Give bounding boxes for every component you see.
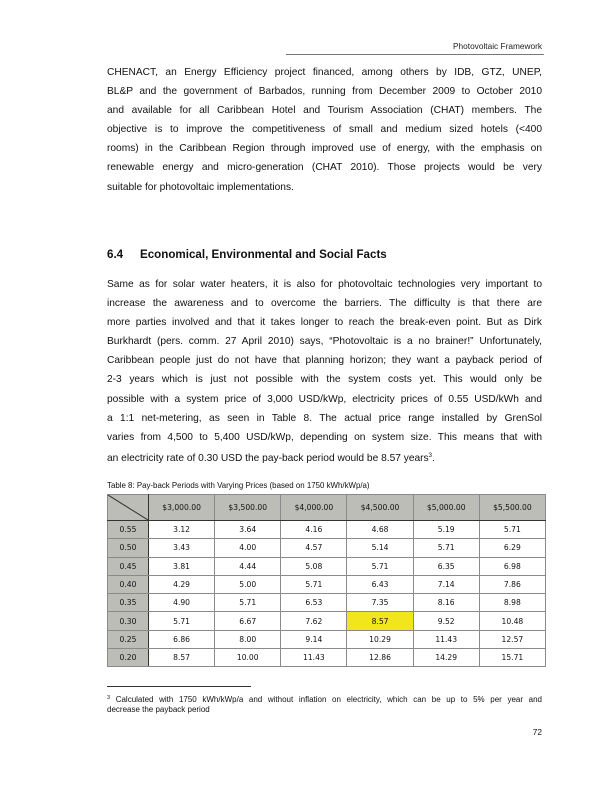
text-line: objective is to improve the competitiveness of small and medium sized hotels (<400 — [107, 124, 542, 136]
table-row — [108, 649, 546, 667]
text-line: Same as for solar water heaters, it is also for photovoltaic technologies very important to — [107, 279, 542, 290]
table-cell: 7.14 — [413, 575, 479, 593]
table-cell: 7.86 — [479, 575, 545, 593]
table-cell: 15.71 — [479, 649, 545, 667]
table-cell: 7.35 — [347, 594, 413, 612]
text-line: CHENACT, an Energy Efficiency project financed, among others by IDB, GTZ, UNEP, — [107, 67, 542, 78]
table-corner-cell — [108, 495, 149, 521]
row-header: 0.20 — [108, 649, 149, 667]
table-caption: Table 8: Pay-back Periods with Varying Prices (based on 1750 kWh/kWp/a) — [107, 481, 370, 490]
table-cell: 5.08 — [281, 557, 347, 575]
column-header: $3,000.00 — [149, 495, 215, 521]
table-cell: 6.35 — [413, 557, 479, 575]
section-title: Economical, Environmental and Social Facts — [140, 248, 387, 261]
footnote-text: Calculated with 1750 kWh/kWp/a and without inflation on electricity, which can be up to 5% per year and — [115, 695, 542, 704]
footnote-rule — [107, 686, 251, 687]
text-line: rooms) in the Caribbean Region through improved use of energy, with the emphasis on — [107, 143, 542, 155]
table-cell: 10.48 — [479, 612, 545, 630]
table-cell: 4.44 — [215, 557, 281, 575]
text-line: Burkhardt (pers. comm. 27 April 2010) says, “Photovoltaic is a no brainer!” Unfortunately, — [107, 336, 542, 348]
table-row — [108, 575, 546, 593]
table-cell: 8.57 — [149, 649, 215, 667]
footnote-line — [107, 693, 542, 705]
text-line: renewable energy and micro-generation (CHAT 2010). Those projects would be very — [107, 162, 542, 174]
table-row — [108, 630, 546, 648]
table-cell: 7.62 — [281, 612, 347, 630]
table-cell: 14.29 — [413, 649, 479, 667]
text-line: varies from 4,500 to 5,400 USD/kWp, depending on system size. This means that with — [107, 431, 542, 443]
row-header: 0.55 — [108, 521, 149, 539]
text-line: 2-3 years which is just not possible with the system costs yet. This would only be — [107, 374, 542, 386]
text-line: suitable for photovoltaic implementations. — [107, 181, 294, 193]
page-number: 72 — [532, 727, 542, 737]
table-cell: 5.71 — [149, 612, 215, 630]
footnote-reference[interactable]: 3 — [428, 452, 432, 459]
text-line: increase the awareness and to overcome the barriers. The difficulty is that there are — [107, 298, 542, 310]
footnote-marker: 3 — [107, 695, 111, 701]
table-cell: 6.98 — [479, 557, 545, 575]
body-paragraph — [107, 275, 542, 468]
column-header: $4,000.00 — [281, 495, 347, 521]
text-line-content: an electricity rate of 0.30 USD the pay-back period would be 8.57 years — [107, 452, 429, 464]
table-cell: 5.14 — [347, 539, 413, 557]
table-cell: 6.67 — [215, 612, 281, 630]
table-cell: 9.52 — [413, 612, 479, 630]
section-heading — [107, 248, 387, 261]
table-cell: 5.00 — [215, 575, 281, 593]
table-cell: 11.43 — [281, 649, 347, 667]
row-header: 0.25 — [108, 630, 149, 648]
table-row — [108, 594, 546, 612]
table-cell: 5.19 — [413, 521, 479, 539]
table-cell: 5.71 — [215, 594, 281, 612]
row-header: 0.30 — [108, 612, 149, 630]
payback-table — [107, 494, 546, 667]
table-cell: 6.53 — [281, 594, 347, 612]
table-cell: 8.16 — [413, 594, 479, 612]
table-cell: 4.68 — [347, 521, 413, 539]
column-header: $5,500.00 — [479, 495, 545, 521]
table-cell: 12.57 — [479, 630, 545, 648]
table-cell: 11.43 — [413, 630, 479, 648]
table-cell: 5.71 — [413, 539, 479, 557]
column-header: $4,500.00 — [347, 495, 413, 521]
table-cell: 8.98 — [479, 594, 545, 612]
section-number: 6.4 — [107, 248, 124, 261]
table-row — [108, 557, 546, 575]
table-cell: 4.29 — [149, 575, 215, 593]
text-line: a 1:1 net-metering, as seen in Table 8. The actual price range installed by GrenSol — [107, 412, 542, 424]
table-cell: 3.64 — [215, 521, 281, 539]
column-header: $3,500.00 — [215, 495, 281, 521]
row-header: 0.40 — [108, 575, 149, 593]
text-line: Caribbean people just do not have that planning horizon; they want a payback period of — [107, 355, 542, 367]
sentence-end: . — [432, 452, 435, 464]
diagonal-line-icon — [108, 495, 148, 520]
table-cell: 5.71 — [347, 557, 413, 575]
highlighted-cell: 8.57 — [347, 612, 413, 630]
text-line — [107, 447, 542, 468]
table-cell: 3.12 — [149, 521, 215, 539]
text-line: BL&P and the government of Barbados, running from December 2009 to October 2010 — [107, 86, 542, 98]
running-title: Photovoltaic Framework — [453, 41, 542, 51]
header-rule — [286, 54, 544, 55]
text-line: possible with a system price of 3,000 USD/kWp, electricity prices of 0.55 USD/kWh and — [107, 393, 542, 405]
table-header-row — [108, 495, 546, 521]
table-cell: 4.57 — [281, 539, 347, 557]
table-cell: 9.14 — [281, 630, 347, 648]
table-row — [108, 521, 546, 539]
table-cell: 6.29 — [479, 539, 545, 557]
footnote — [107, 693, 542, 715]
text-line: more parties involved and that it takes longer to reach the break-even point. But as Dirk — [107, 317, 542, 329]
table-cell: 5.71 — [281, 575, 347, 593]
table-cell: 10.29 — [347, 630, 413, 648]
table-cell: 6.43 — [347, 575, 413, 593]
table-cell: 12.86 — [347, 649, 413, 667]
table-cell: 4.00 — [215, 539, 281, 557]
row-header: 0.50 — [108, 539, 149, 557]
table-cell: 4.90 — [149, 594, 215, 612]
table-cell: 3.43 — [149, 539, 215, 557]
table-row — [108, 612, 546, 630]
row-header: 0.35 — [108, 594, 149, 612]
table-cell: 6.86 — [149, 630, 215, 648]
table-row — [108, 539, 546, 557]
table-cell: 10.00 — [215, 649, 281, 667]
text-line: and available for all Caribbean Hotel and Tourism Association (CHAT) members. The — [107, 105, 542, 117]
footnote-line: decrease the payback period — [107, 705, 210, 714]
table-cell: 8.00 — [215, 630, 281, 648]
table-cell: 4.16 — [281, 521, 347, 539]
row-header: 0.45 — [108, 557, 149, 575]
table-cell: 3.81 — [149, 557, 215, 575]
intro-paragraph — [107, 63, 542, 197]
table-cell: 5.71 — [479, 521, 545, 539]
column-header: $5,000.00 — [413, 495, 479, 521]
